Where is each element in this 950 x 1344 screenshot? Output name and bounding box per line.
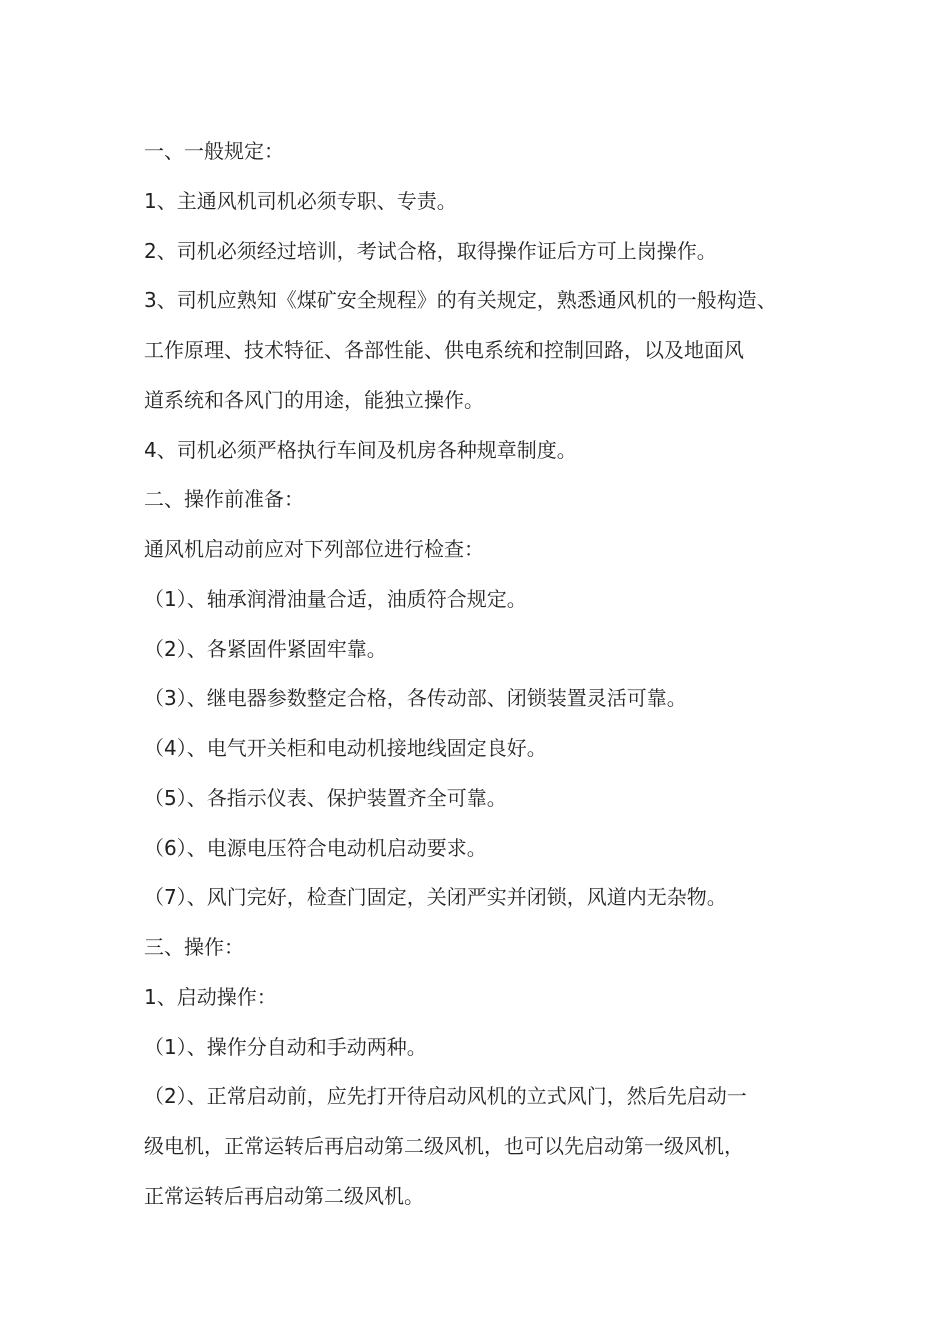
document-body (144, 131, 824, 1226)
paragraph-line: 通风机启动前应对下列部位进行检查： (144, 537, 484, 561)
list-item: （6）、电源电压符合电动机启动要求。 (144, 835, 487, 860)
section-heading-operation: 三、操作： (144, 935, 244, 959)
paragraph-line: 2、司机必须经过培训，考试合格，取得操作证后方可上岗操作。 (144, 238, 717, 263)
paragraph-line: 道系统和各风门的用途，能独立操作。 (144, 387, 484, 412)
list-item: （1）、操作分自动和手动两种。 (144, 1034, 427, 1059)
paragraph-line: 正常运转后再启动第二级风机。 (144, 1183, 424, 1208)
list-item: （2）、各紧固件紧固牢靠。 (144, 636, 387, 661)
list-item: （3）、继电器参数整定合格，各传动部、闭锁装置灵活可靠。 (144, 686, 687, 711)
list-item: （5）、各指示仪表、保护装置齐全可靠。 (144, 785, 507, 810)
list-item: （1）、轴承润滑油量合适，油质符合规定。 (144, 586, 527, 611)
paragraph-line: 1、主通风机司机必须专职、专责。 (144, 188, 457, 213)
section-heading-general-rules: 一、一般规定： (144, 139, 284, 163)
list-item: （4）、电气开关柜和电动机接地线固定良好。 (144, 736, 547, 760)
subsection-heading-startup: 1、启动操作： (144, 984, 277, 1009)
list-item: （7）、风门完好，检查门固定，关闭严实并闭锁，风道内无杂物。 (144, 885, 727, 910)
paragraph-line: 工作原理、技术特征、各部性能、供电系统和控制回路，以及地面风 (144, 338, 744, 362)
list-item: （2）、正常启动前，应先打开待启动风机的立式风门，然后先启动一 (144, 1084, 747, 1109)
paragraph-line: 4、司机必须严格执行车间及机房各种规章制度。 (144, 437, 577, 462)
paragraph-line: 3、司机应熟知《煤矿安全规程》的有关规定，熟悉通风机的一般构造、 (144, 288, 777, 313)
section-heading-preparation: 二、操作前准备： (144, 487, 304, 512)
paragraph-line: 级电机，正常运转后再启动第二级风机，也可以先启动第一级风机， (144, 1134, 744, 1158)
